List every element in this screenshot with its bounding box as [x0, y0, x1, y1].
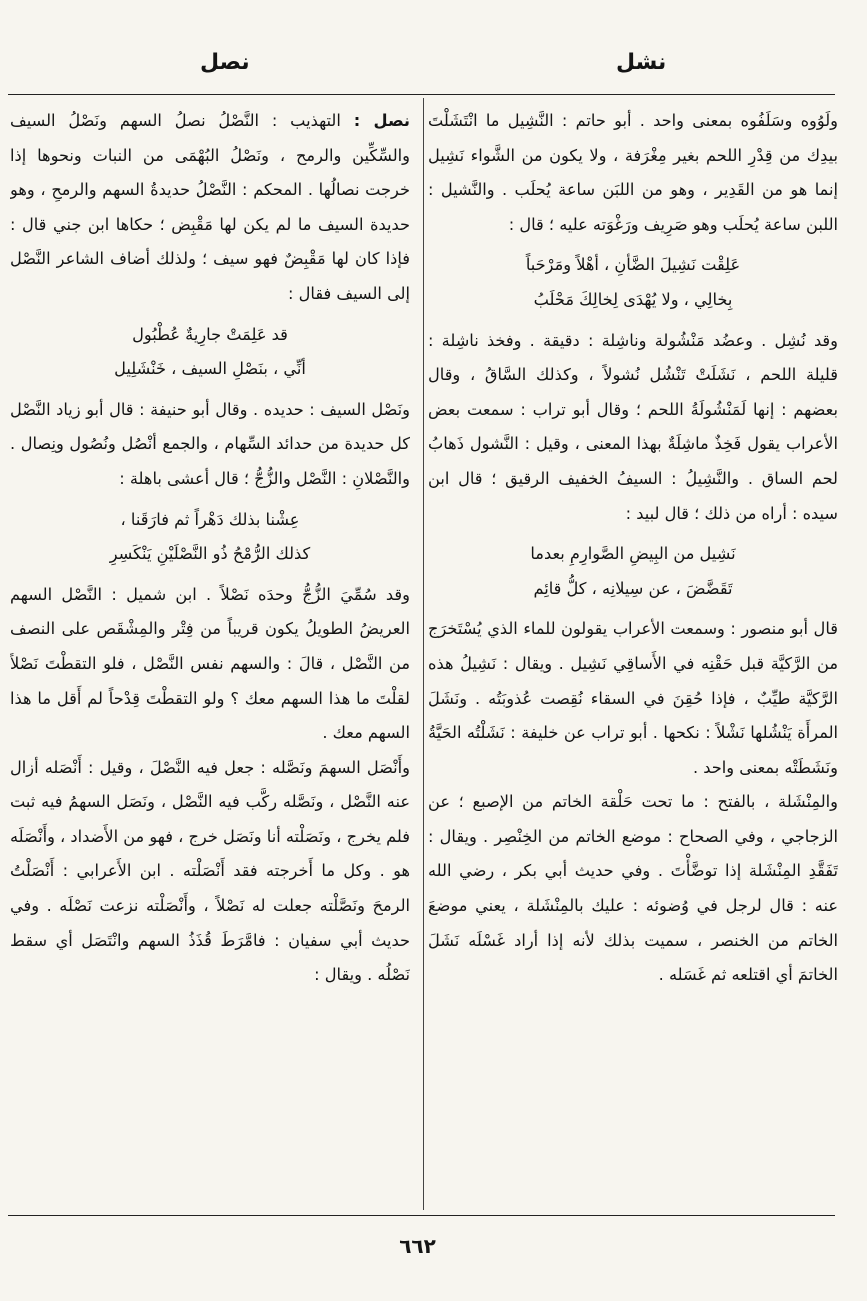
verse-line: نَشِيل من البِيضِ الصَّوارِمِ بعدما: [530, 544, 736, 564]
page-number: ٦٦٢: [399, 1234, 436, 1258]
paragraph: وقد نُشِل . وعضُد مَنْشُولة وناشِلة : دقيقة . وفخذ ناشِلة : قليلة اللحم ، نَشَلَتْ تَنْشُل نُشولاً ، وكذلك السَّاقُ ، وقال بعضهم : إنها لَمَنْشُولَةُ اللحم ؛ وقال أبو تراب : سمعت بعض الأعراب يقول فَخِذٌ ماشِلَةٌ بهذا المعنى ، وقيل : النَّشول ذَهابُ لحم الساق . والنَّشِيلُ : السيفُ الخفيف الرقيق ؛ قال ابن سيده : أراه من ذلك ؛ قال لبيد :: [428, 330, 838, 523]
paragraph: ونَصْل السيف : حديده . وقال أبو حنيفة : قال أبو زياد النَّصْل كل حديدة من حدائد السِّهام ، والجمع أنْصُل ونُصُول ونِصال . والنَّصْلانِ : النَّصْل والزُّجُّ ؛ قال أعشى باهلة :: [10, 399, 410, 488]
right-header-headword: نشل: [616, 50, 667, 75]
verse-line: تَقَضَّضَ ، عن سِيلانِه ، كلُّ قائِم: [533, 578, 733, 598]
verse-line: بِخالِي ، ولا يُهْدَى لِخالِكَ مَحْلَبُ: [533, 289, 733, 309]
left-column: [10, 104, 410, 1210]
bottom-rule: [8, 1215, 835, 1216]
paragraph: ولَوُوه وسَلَفُوه بمعنى واحد . أبو حاتم : النَّشِيل ما انْتَشَلْتَ بيدِك من قِدْرِ اللحم بغير مِغْرَفة ، ولا يكون من الشَّواء نَشِيل إنما هو من القَدِير ، وهو من اللبَن ساعة يُحلَب . والنَّشيل : اللبن ساعة يُحلَب وهو صَرِيف ورَغْوَته عليه ؛ قال :: [428, 111, 838, 234]
verse: [428, 537, 838, 606]
verse-line: عِشْنا بذلك دَهْراً ثم فارَقَنا ،: [120, 509, 300, 529]
paragraph: [10, 104, 410, 312]
right-column: [428, 104, 838, 1210]
paragraph: والمِنْشَلة ، بالفتح : ما تحت حَلْقة الخاتم من الإصبع ؛ عن الزجاجي ، وفي الصحاح : موضع الخاتم من الخِنْصِر . ويقال : تَفَقَّدِ المِنْشَلة إذا توضَّأْتَ . وفي حديث أبي بكر ، رضي الله عنه : قال لرجل في وُضوئه : عليك بالمِنْشَلة ، يعني موضعَ الخاتم من الخنصر ، سميت بذلك لأنه إذا أراد غَسْلَه نَشَلَ الخاتمَ أي اقتلعه ثم غَسَله .: [428, 792, 838, 985]
verse-line: كذلك الرُّمْحُ ذُو النَّصْلَيْنِ يَنْكَسِرِ: [109, 544, 311, 564]
paragraph-text: التهذيب : النَّصْلُ نصلُ السهم ونَصْلُ السيف والسِّكِّين والرمح ، ونَصْلُ البُهْمَى من النبات ونحوها إذا خرجت نصالُها . المحكم : النَّصْلُ حديدةُ السهم والرمحِ ، وهو حديدة السيف ما لم يكن لها مَقْبِض ؛ حكاها ابن جني قال : فإذا كان لها مَقْبِضٌ فهو سيف ؛ ولذلك أضاف الشاعر النَّصْل إلى السيف فقال :: [10, 111, 410, 303]
paragraph: وقد سُمِّيَ الزُّجُّ وحدَه نَصْلاً . ابن شميل : النَّصْل السهم العريضُ الطويلُ يكون قريباً من فِتْر والمِشْقَص على النصف من النَّصْل ، قالَ : والسهم نفس النَّصْل ، فلو التقطْتَ نَصْلاً لقلْتَ ما هذا السهم معك ؟ ولو التقطْتَ قِدْحاً لم أَقل ما هذا السهم معك .: [10, 584, 410, 743]
paragraph: وأَنْصَل السهمَ ونَصَّله : جعل فيه النَّصْلَ ، وقيل : أَنْصَله أزال عنه النَّصْل ، ونَصَّله ركَّب فيه النَّصْل ، ونَصَل السهمُ فيه ثبت فلم يخرج ، ونَصَلْته أنا ونَصَل خرج ، فهو من الأَضداد ، وأَنْصَلَه هو . وكل ما أَخرجته فقد أَنْصَلْته . ابن الأَعرابي : أَنْصَلْتُ الرمحَ ونَصَّلْته جعلت له نَصْلاً ، وأَنْصَلْته نزعت نَصْلَه . وفي حديث أبي سفيان : فامَّرَطَ قُذَذُ السهم وانْتَصَل أي سقط نَصْلُه . ويقال :: [10, 757, 410, 985]
verse: [10, 318, 410, 387]
verse-line: عَلِقْت نَشِيلَ الضَّأنِ ، أهْلاً ومَرْحَباً: [525, 255, 741, 275]
entry-lemma: نصل :: [353, 111, 410, 130]
verse: [428, 248, 838, 317]
verse-line: قد عَلِمَتْ جارِيةٌ عُطْبُول: [132, 324, 288, 344]
left-header-headword: نصل: [200, 50, 250, 75]
verse-line: أنِّي ، بنَصْلِ السيف ، خَنْشَلِيل: [114, 359, 306, 379]
column-divider: [423, 98, 424, 1210]
top-rule: [8, 94, 835, 95]
paragraph: قال أبو منصور : وسمعت الأعراب يقولون للماء الذي يُسْتَخرَج من الرَّكيَّة قبل حَقْنِه في الأَساقِي نَشِيل . ويقال : نَشِيلُ هذه الرَّكيَّة طيِّبٌ ، فإذا حُقِنَ في السقاء نُقِصت عُذوبَتُه . ونَشَلَ المرأَة يَنْشُلها نَشْلاً : نكحها . أبو تراب عن خليفة : نَشَلْتُه الحَيَّةُ ونَشَطَتْه بمعنى واحد .: [428, 619, 838, 777]
verse: [10, 503, 410, 572]
